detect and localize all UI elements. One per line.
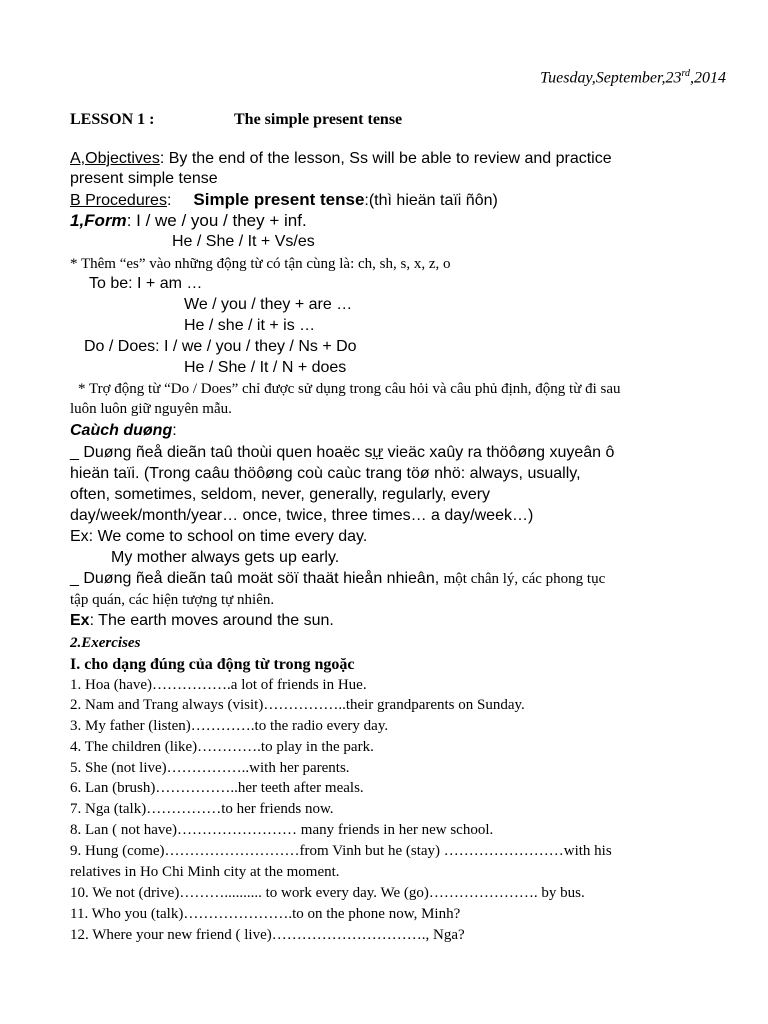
example-2: Ex: The earth moves around the sun.	[70, 612, 334, 629]
tobe-line-3: He / she / it + is …	[184, 317, 316, 334]
lesson-title: The simple present tense	[234, 111, 403, 128]
auxiliary-note-line-2: luôn luôn giữ nguyên mẫu.	[70, 401, 232, 417]
exercise-section-title: I. cho dạng đúng của động từ trong ngoặc	[70, 656, 355, 673]
tobe-line-1: To be: I + am …	[89, 275, 203, 292]
form-label: 1,Form	[70, 211, 127, 230]
form-line-2: He / She / It + Vs/es	[172, 233, 315, 250]
exercise-item: 9. Hung (come)………………………from Vinh but he (stay) ……………………with his	[70, 843, 612, 859]
exercise-item: 3. My father (listen)………….to the radio every day.	[70, 718, 389, 734]
objectives-label: A,Objectives	[70, 150, 160, 167]
form-line-1: 1,Form: I / we / you / they + inf.	[70, 211, 307, 230]
usage-p1-line-3: often, sometimes, seldom, never, generally, regularly, every	[70, 486, 491, 503]
usage-p2-line-2: tập quán, các hiện tượng tự nhiên.	[70, 592, 275, 608]
procedures-line: B Procedures: Simple present tense:(thì hieän taïi ñôn)	[70, 190, 498, 209]
example-1-line-2: My mother always gets up early.	[111, 549, 340, 566]
objectives-line-2: present simple tense	[70, 170, 218, 187]
usage-p1-line-2: hieän taïi. (Trong caâu thöôøng coù caùc trang töø nhö: always, usually,	[70, 465, 581, 482]
usage-label: Caùch duøng	[70, 422, 173, 439]
usage-p1-line-1: _ Duøng ñeå dieãn taû thoùi quen hoaëc sự vieäc xaûy ra thöôøng xuyeân ô	[70, 444, 615, 461]
exercise-item: 12. Where your new friend ( live)…………………………., Nga?	[70, 927, 465, 943]
exercise-item: 7. Nga (talk)……………to her friends now.	[70, 801, 334, 817]
example-1-line-1: Ex: We come to school on time every day.	[70, 528, 368, 545]
do-does-line-2: He / She / It / N + does	[184, 359, 347, 376]
exercise-item: 6. Lan (brush)……………..her teeth after meals.	[70, 780, 364, 796]
exercise-item: relatives in Ho Chi Minh city at the moment.	[70, 864, 340, 880]
usage-p2-line-1: _ Duøng ñeå dieãn taû moät söï thaät hieån nhieân, một chân lý, các phong tục	[70, 570, 606, 587]
es-note: * Thêm “es” vào những động từ có tận cùng là: ch, sh, s, x, z, o	[70, 256, 451, 272]
usage-heading: Caùch duøng:	[70, 422, 177, 439]
exercise-item: 5. She (not live)……………..with her parents.	[70, 760, 350, 776]
exercise-item: 4. The children (like)………….to play in the park.	[70, 739, 374, 755]
exercises-label: 2.Exercises	[70, 635, 141, 651]
procedures-label: B Procedures	[70, 192, 167, 209]
simple-present-heading: Simple present tense	[193, 190, 365, 209]
exercise-item: 2. Nam and Trang always (visit)……………..their grandparents on Sunday.	[70, 697, 525, 713]
lesson-date: Tuesday,September,23rd,2014	[540, 68, 726, 87]
usage-p1-line-4: day/week/month/year… once, twice, three times… a day/week…)	[70, 507, 534, 524]
auxiliary-note-line-1: * Trợ động từ “Do / Does” chỉ được sử dụng trong câu hỏi và câu phủ định, động từ đi sau	[78, 381, 621, 397]
objectives-line-1: A,Objectives: By the end of the lesson, Ss will be able to review and practice	[70, 150, 612, 167]
exercise-item: 10. We not (drive)……….......... to work every day. We (go)…………………. by bus.	[70, 885, 585, 901]
exercise-item: 1. Hoa (have)…………….a lot of friends in Hue.	[70, 677, 367, 693]
exercise-item: 11. Who you (talk)………………….to on the phone now, Minh?	[70, 906, 461, 922]
lesson-label: LESSON 1 :	[70, 111, 155, 128]
exercise-item: 8. Lan ( not have)…………………… many friends in her new school.	[70, 822, 494, 838]
tobe-line-2: We / you / they + are …	[184, 296, 353, 313]
do-does-line-1: Do / Does: I / we / you / they / Ns + Do	[84, 338, 357, 355]
